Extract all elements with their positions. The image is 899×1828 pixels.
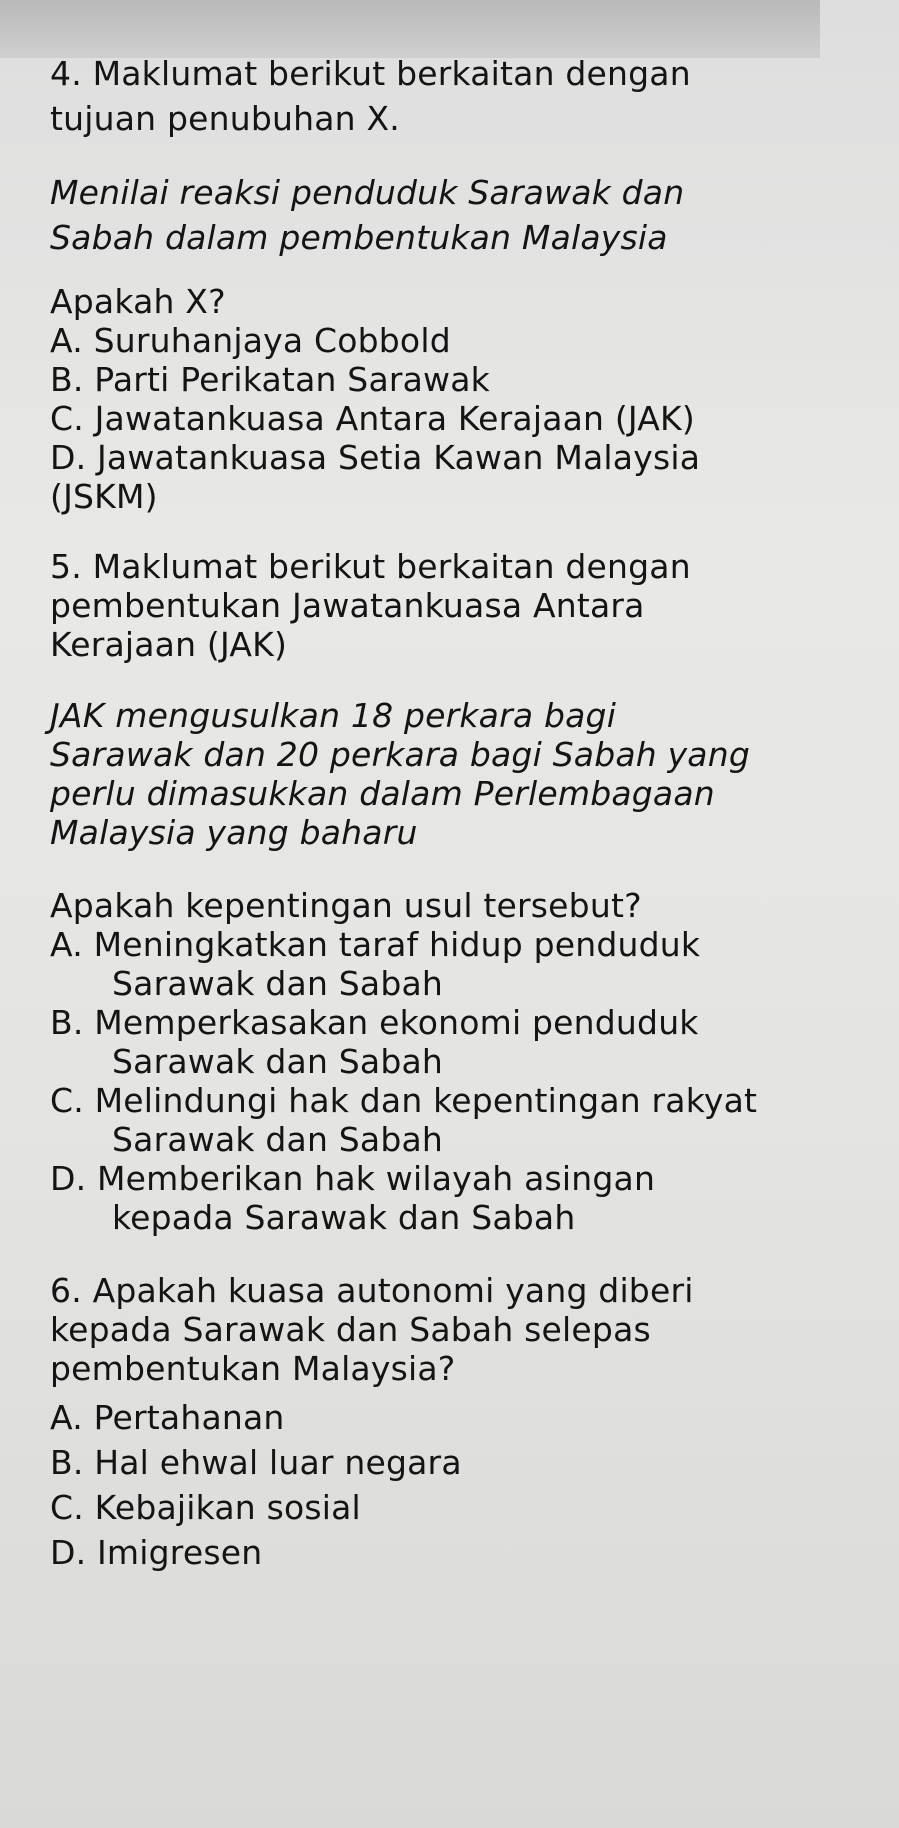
q6-option-d[interactable]: D. Imigresen bbox=[50, 1533, 263, 1572]
q5-option-d[interactable]: D. Memberikan hak wilayah asingan bbox=[50, 1159, 656, 1198]
q5-stem-line-1: 5. Maklumat berikut berkaitan dengan bbox=[50, 547, 691, 586]
q6-stem-line-2: kepada Sarawak dan Sabah selepas bbox=[50, 1310, 651, 1349]
q5-stem-line-3: Kerajaan (JAK) bbox=[50, 625, 288, 664]
q5-option-c-continued: Sarawak dan Sabah bbox=[112, 1120, 443, 1159]
q5-option-a-continued: Sarawak dan Sabah bbox=[112, 964, 443, 1003]
q4-stem-line-2: tujuan penubuhan X. bbox=[50, 99, 400, 138]
q5-option-b[interactable]: B. Memperkasakan ekonomi penduduk bbox=[50, 1003, 699, 1042]
q4-info-line-2: Sabah dalam pembentukan Malaysia bbox=[50, 218, 668, 257]
q4-option-b[interactable]: B. Parti Perikatan Sarawak bbox=[50, 360, 490, 399]
q5-info-line-1: JAK mengusulkan 18 perkara bagi bbox=[50, 696, 617, 735]
q6-stem-line-1: 6. Apakah kuasa autonomi yang diberi bbox=[50, 1271, 694, 1310]
q5-option-a[interactable]: A. Meningkatkan taraf hidup penduduk bbox=[50, 925, 701, 964]
q4-option-d-continued: (JSKM) bbox=[50, 477, 158, 516]
q4-option-d[interactable]: D. Jawatankuasa Setia Kawan Malaysia bbox=[50, 438, 701, 477]
q6-stem-line-3: pembentukan Malaysia? bbox=[50, 1349, 456, 1388]
q5-info-line-2: Sarawak dan 20 perkara bagi Sabah yang bbox=[50, 735, 750, 774]
q4-stem-line-1: 4. Maklumat berikut berkaitan dengan bbox=[50, 54, 691, 93]
q6-option-c[interactable]: C. Kebajikan sosial bbox=[50, 1488, 361, 1527]
q6-option-a[interactable]: A. Pertahanan bbox=[50, 1398, 285, 1437]
q4-option-c[interactable]: C. Jawatankuasa Antara Kerajaan (JAK) bbox=[50, 399, 695, 438]
q5-option-c[interactable]: C. Melindungi hak dan kepentingan rakyat bbox=[50, 1081, 758, 1120]
q5-info-line-4: Malaysia yang baharu bbox=[50, 813, 418, 852]
q4-option-a[interactable]: A. Suruhanjaya Cobbold bbox=[50, 321, 451, 360]
q6-option-b[interactable]: B. Hal ehwal luar negara bbox=[50, 1443, 462, 1482]
q5-stem-line-2: pembentukan Jawatankuasa Antara bbox=[50, 586, 645, 625]
q4-question: Apakah X? bbox=[50, 282, 226, 321]
q5-option-b-continued: Sarawak dan Sabah bbox=[112, 1042, 443, 1081]
q5-info-line-3: perlu dimasukkan dalam Perlembagaan bbox=[50, 774, 715, 813]
q5-option-d-continued: kepada Sarawak dan Sabah bbox=[112, 1198, 576, 1237]
q4-info-line-1: Menilai reaksi penduduk Sarawak dan bbox=[50, 173, 685, 212]
q5-question: Apakah kepentingan usul tersebut? bbox=[50, 886, 642, 925]
